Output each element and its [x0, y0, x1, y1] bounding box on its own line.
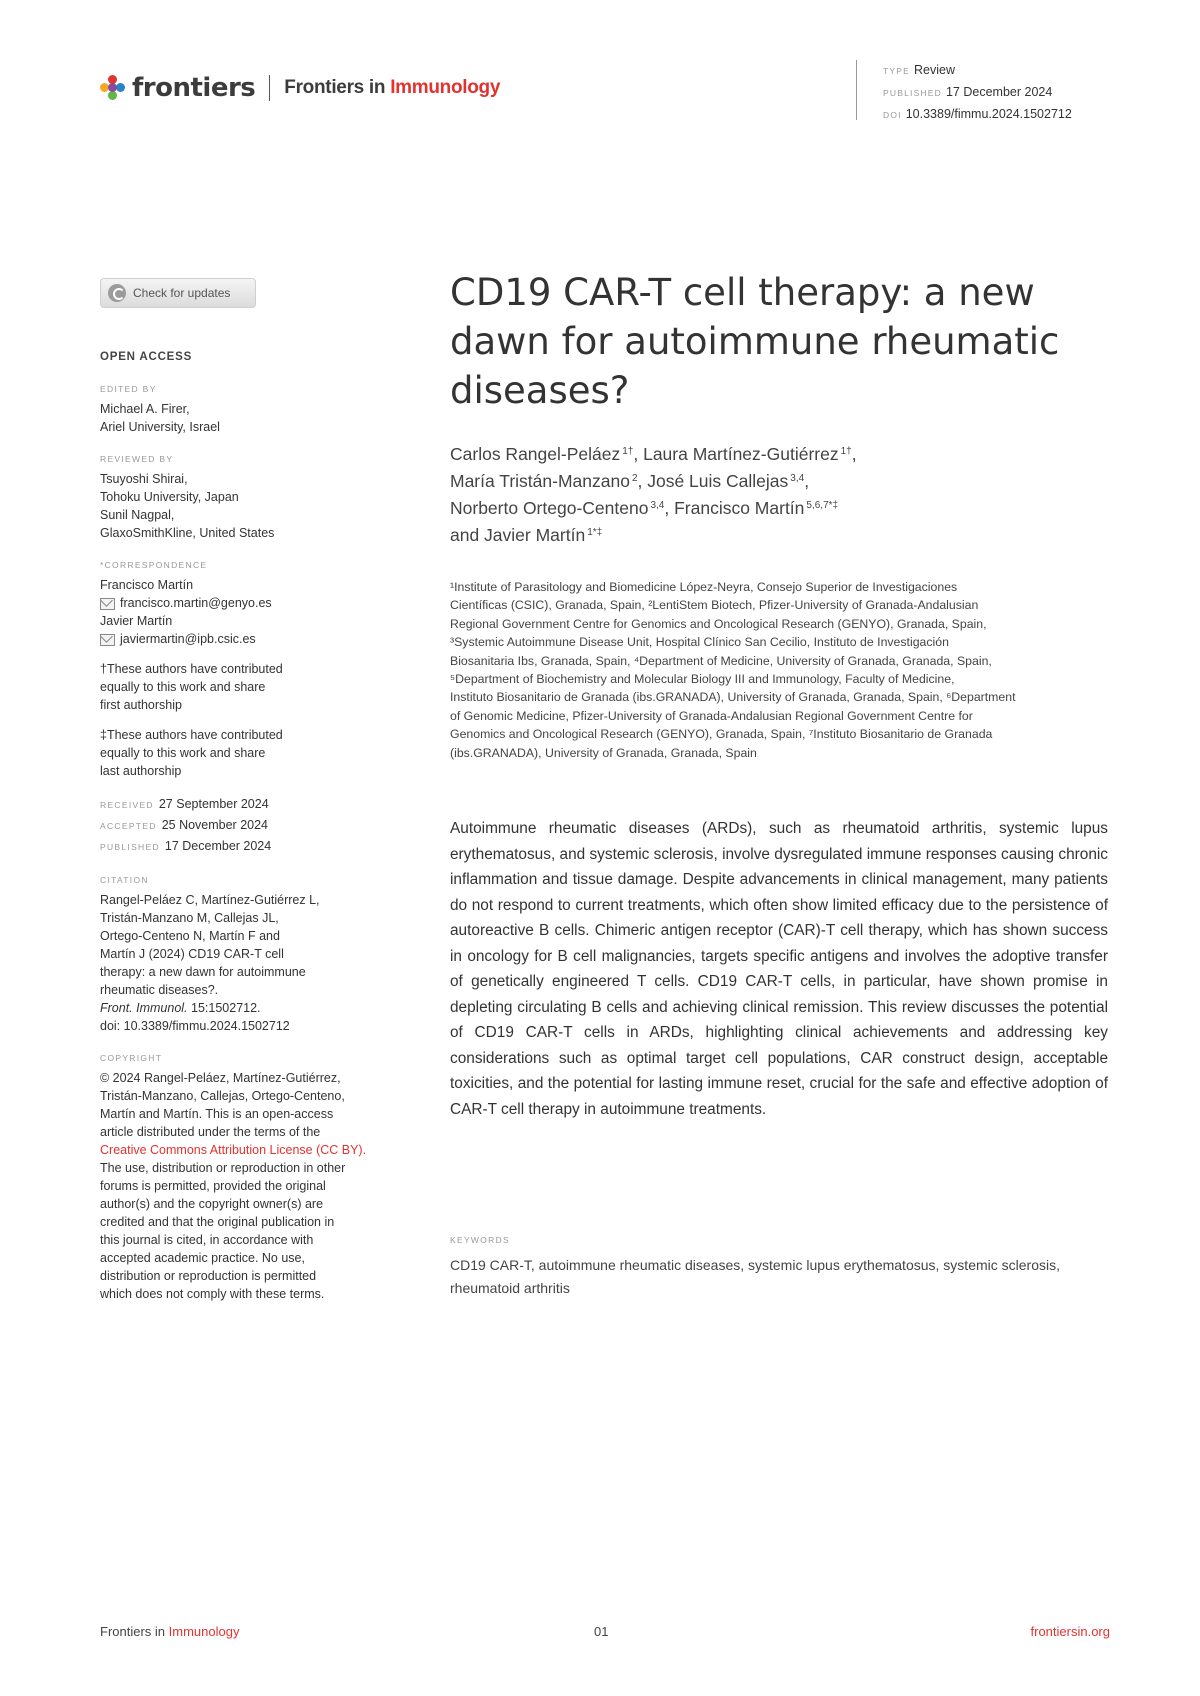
keywords-label: KEYWORDS — [450, 1235, 510, 1245]
logo-divider — [269, 75, 270, 101]
footer-site-link[interactable]: frontiersin.org — [1030, 1624, 1110, 1639]
accepted-date: ACCEPTED 25 November 2024 — [100, 818, 269, 832]
frontiers-logo-icon — [100, 75, 126, 101]
email-icon — [100, 598, 115, 610]
published-date: PUBLISHED 17 December 2024 — [100, 839, 272, 853]
correspondence-label: *CORRESPONDENCE — [100, 560, 208, 570]
journal-logo — [100, 70, 500, 106]
reviewer-line: Tsuyoshi Shirai, — [100, 472, 188, 486]
correspondent-name: Javier Martín — [100, 614, 173, 628]
journal-name: Frontiers in Immunology — [284, 77, 501, 98]
author-name[interactable]: Carlos Rangel-Peláez — [450, 444, 621, 464]
copyright-label: COPYRIGHT — [100, 1053, 163, 1063]
correspondent-email[interactable]: javiermartin@ipb.csic.es — [100, 630, 380, 648]
refresh-icon — [108, 284, 126, 302]
citation-text: Rangel-Peláez C, Martínez-Gutiérrez L, Tristán-Manzano M, Callejas JL, Ortego-Centeno N, Martín F and Martín J (2024) CD19 CAR-T cell therapy: a new dawn for autoimmune rheumatic diseases?. Front. Immunol. 15:1502712. doi: 10.3389/fimmu.2024.1502712 — [100, 891, 380, 1035]
article-published: PUBLISHED 17 December 2024 — [883, 85, 1053, 99]
editor-line: Michael A. Firer, — [100, 402, 190, 416]
author-list: Carlos Rangel-Peláez $^{1\dagger}$, Laura Martínez-Gutiérrez $^{1\dagger}$, María Tristán-Manzano $^2$, José Luis Callejas $^{3,4}$, Norberto Ortego-Centeno $^{3,4}$, Francisco Martín $^{5,6,7*\ddagger}$ and Javier Martín $^{1*\ddagger}$ — [450, 444, 857, 545]
author-name[interactable]: Francisco Martín — [674, 498, 805, 518]
author-name[interactable]: Laura Martínez-Gutiérrez — [643, 444, 839, 464]
edited-by-label: EDITED BY — [100, 384, 157, 394]
article-dates — [100, 794, 380, 857]
footer-journal: Frontiers in Immunology — [100, 1624, 240, 1639]
citation-label: CITATION — [100, 875, 149, 885]
correspondent-name: Francisco Martín — [100, 578, 194, 592]
copyright-text: © 2024 Rangel-Peláez, Martínez-Gutiérrez, Tristán-Manzano, Callejas, Ortego-Centeno, Martín and Martín. This is an open-access article distributed under the terms of the Creative Commons Attribution License (CC BY). The use, distribution or reproduction in other forums is permitted, provided the original author(s) and the copyright owner(s) are credited and that the original publication in this journal is cited, in accordance with accepted academic practice. No use, distribution or reproduction is permitted which does not comply with these terms. — [100, 1069, 380, 1303]
reviewer-line: Tohoku University, Japan — [100, 490, 239, 504]
correspondent-email[interactable]: francisco.martin@genyo.es — [100, 594, 380, 612]
affiliations: ¹Institute of Parasitology and Biomedicine López-Neyra, Consejo Superior de Investigaciones Científicas (CSIC), Granada, Spain, ²LentiStem Biotech, Pfizer-University of Granada-Andalusian Regional Government Centre for Genomics and Oncological Research (GENYO), Granada, Spain, ³Systemic Autoimmune Disease Unit, Hospital Clínico San Cecilio, Instituto de Investigación Biosanitaria Ibs, Granada, Spain, ⁴Department of Medicine, University of Granada, Granada, Spain, ⁵Department of Biochemistry and Molecular Biology III and Immunology, Faculty of Medicine, Instituto Biosanitario de Granada (ibs.GRANADA), University of Granada, Granada, Spain, ⁶Department of Genomic Medicine, Pfizer-University of Granada-Andalusian Regional Government Centre for Genomics and Oncological Research (GENYO), Granada, Spain, ⁷Instituto Biosanitario de Granada (ibs.GRANADA), University of Granada, Granada, Spain — [450, 580, 1016, 760]
author-name[interactable]: José Luis Callejas — [647, 471, 789, 491]
open-access-label: OPEN ACCESS — [100, 351, 193, 363]
reviewer-line: GlaxoSmithKline, United States — [100, 526, 275, 540]
sidebar-info — [100, 348, 380, 1303]
abstract-text: Autoimmune rheumatic diseases (ARDs), such as rheumatoid arthritis, systemic lupus erythematosus, and systemic sclerosis, involve dysregulated immune responses causing chronic inflammation and tissue damage. Despite advancements in clinical management, many patients do not respond to current treatments, which often show limited efficacy due to the persistence of autoreactive B cells. Chimeric antigen receptor (CAR)-T cell therapy, which has shown success in oncology for B cell malignancies, targets specific antigens and involves the adoptive transfer of genetically engineered T cells. CD19 CAR-T cells, in particular, have shown promise in depleting circulating B cells and achieving clinical remission. This review discusses the potential of CD19 CAR-T cells in ARDs, highlighting clinical achievements and addressing key considerations such as optimal target cell populations, CAR construct design, acceptable toxicities, and the potential for lasting immune reset, crucial for the safe and effective adoption of CAR-T cell therapy in autoimmune treatments. — [450, 820, 1108, 1118]
keywords: CD19 CAR-T, autoimmune rheumatic diseases, systemic lupus erythematosus, systemic sclerosis, rheumatoid arthritis — [450, 1257, 1060, 1296]
received-date: RECEIVED 27 September 2024 — [100, 797, 269, 811]
last-authorship-note: ‡These authors have contributed equally to this work and share last authorship — [100, 728, 283, 778]
article-type: TYPE Review — [883, 63, 956, 77]
article-meta — [856, 60, 1072, 120]
reviewed-by-label: REVIEWED BY — [100, 454, 174, 464]
logo-wordmark: frontiers — [132, 73, 256, 103]
editor-line: Ariel University, Israel — [100, 420, 220, 434]
first-authorship-note: †These authors have contributed equally to this work and share first authorship — [100, 662, 283, 712]
page-number: 01 — [594, 1624, 609, 1639]
reviewer-line: Sunil Nagpal, — [100, 508, 175, 522]
author-name[interactable]: Norberto Ortego-Centeno — [450, 498, 649, 518]
author-name[interactable]: and Javier Martín — [450, 525, 586, 545]
author-name[interactable]: María Tristán-Manzano — [450, 471, 630, 491]
license-link[interactable]: Creative Commons Attribution License (CC BY). — [100, 1143, 367, 1157]
check-for-updates-button[interactable]: Check for updates — [100, 278, 256, 308]
citation-doi[interactable]: doi: 10.3389/fimmu.2024.1502712 — [100, 1019, 290, 1033]
article-doi: DOI 10.3389/fimmu.2024.1502712 — [883, 107, 1072, 121]
article-title: CD19 CAR-T cell therapy: a new dawn for autoimmune rheumatic diseases? — [450, 271, 1060, 412]
email-icon — [100, 634, 115, 646]
